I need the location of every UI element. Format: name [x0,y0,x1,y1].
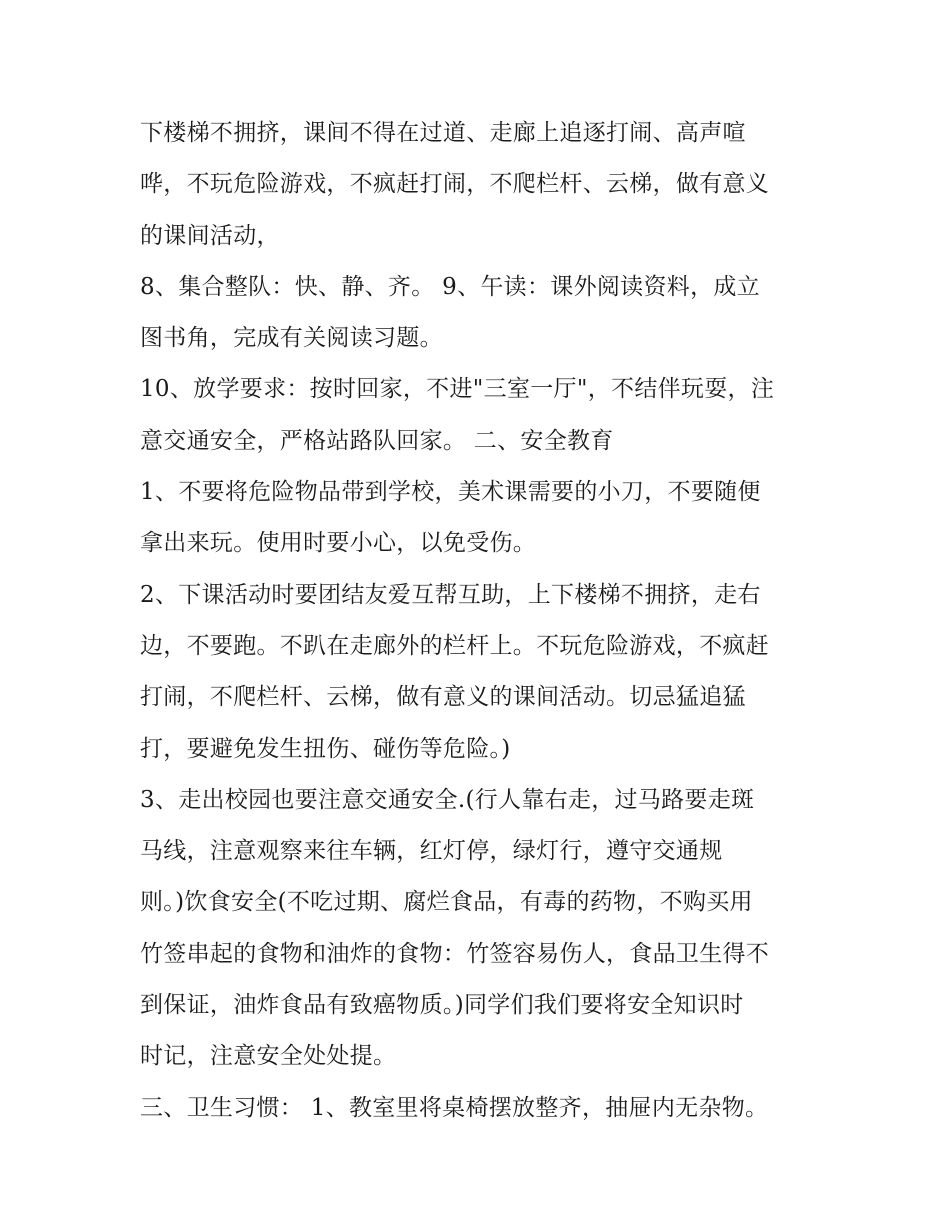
text-line: 下楼梯不拥挤，课间不得在过道、走廊上追逐打闹、高声喧 [140,120,746,146]
text-line: 打闹，不爬栏杆、云梯，做有意义的课间活动。切忌猛追猛 [140,684,746,711]
text-line: 竹签串起的食物和油炸的食物：竹签容易伤人，食品卫生得不 [140,940,770,967]
text-line: 哗，不玩危险游戏，不疯赶打闹，不爬栏杆、云梯，做有意义 [140,171,770,198]
text-line: 三、卫生习惯： 1、教室里将桌椅摆放整齐，抽屉内无杂物。 [140,1094,769,1121]
text-line: 8、集合整队：快、静、齐。 9、午读：课外阅读资料，成立 [140,273,760,300]
text-line: 2、下课活动时要团结友爱互帮互助，上下楼梯不拥挤，走右 [140,581,761,608]
text-line: 到保证，油炸食品有致癌物质。)同学们我们要将安全知识时 [140,992,744,1019]
document-body [140,108,830,1134]
text-line: 打，要避免发生扭伤、碰伤等危险。) [140,735,511,762]
text-line: 时记，注意安全处处提。 [140,1043,397,1070]
text-line: 图书角，完成有关阅读习题。 [140,325,443,352]
text-line: 边，不要跑。不趴在走廊外的栏杆上。不玩危险游戏，不疯赶 [140,632,770,659]
text-line: 10、放学要求：按时回家，不进"三室一厅"，不结伴玩耍，注 [140,376,775,403]
text-line: 拿出来玩。使用时要小心，以免受伤。 [140,530,537,557]
text-line: 意交通安全，严格站路队回家。 二、安全教育 [140,427,614,454]
text-line: 则。)饮食安全(不吃过期、腐烂食品，有毒的药物，不购买用 [140,889,753,916]
text-line: 3、走出校园也要注意交通安全.(行人靠右走，过马路要走斑 [140,786,755,813]
text-line: 的课间活动， [140,222,280,249]
text-line: 马线，注意观察来往车辆，红灯停，绿灯行，遵守交通规 [140,838,723,865]
text-line: 1、不要将危险物品带到学校，美术课需要的小刀，不要随便 [140,479,761,506]
